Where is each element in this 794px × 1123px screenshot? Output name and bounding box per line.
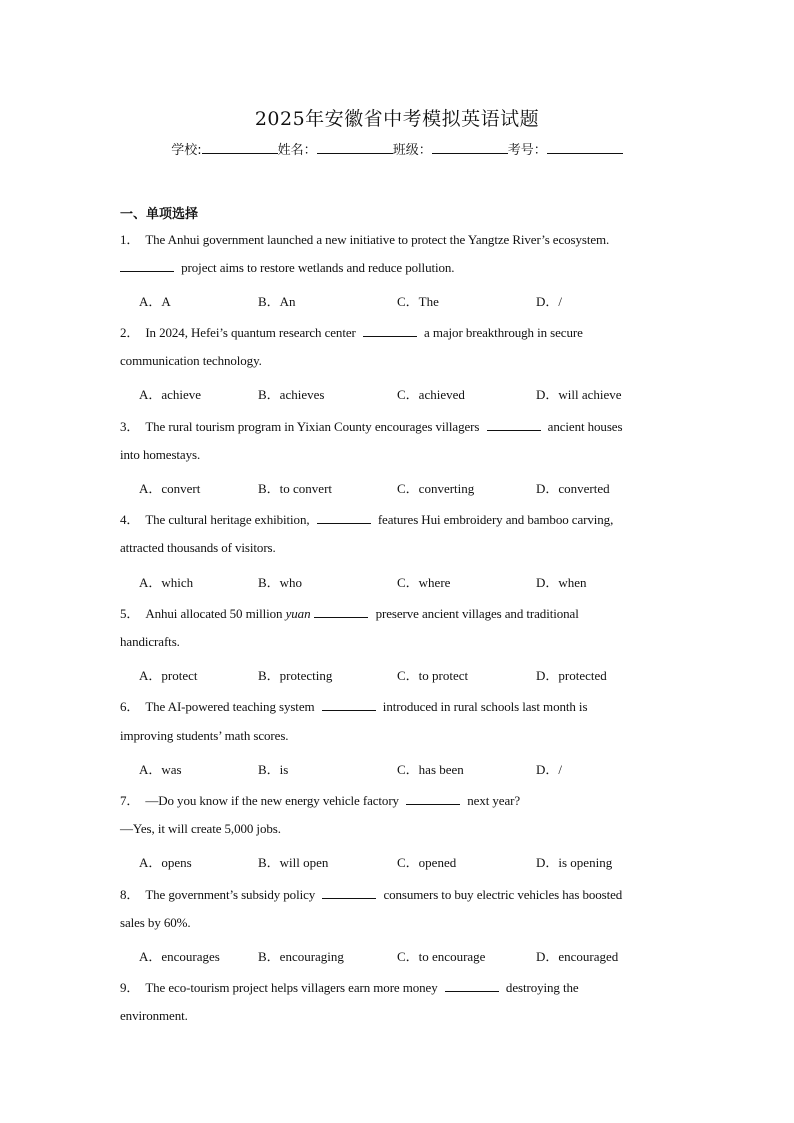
- question-text: —Do you know if the new energy vehicle factory: [145, 793, 403, 808]
- option-a[interactable]: A．protect: [139, 668, 198, 683]
- question-5-line-2: handicrafts.: [120, 634, 180, 649]
- question-text: consumers to buy electric vehicles has boosted: [380, 887, 623, 902]
- question-7-line-1: [120, 790, 520, 809]
- question-3-line-2: into homestays.: [120, 447, 201, 462]
- question-number: 3．: [120, 419, 140, 434]
- question-text: ancient houses: [544, 419, 623, 434]
- class-label: 班级：: [392, 143, 432, 158]
- student-info-line: [0, 139, 794, 158]
- option-a[interactable]: A．which: [139, 575, 194, 590]
- question-2-line-2: communication technology.: [120, 353, 262, 368]
- question-text: Anhui allocated 50 million: [145, 606, 286, 621]
- answer-blank: [314, 606, 368, 618]
- question-8-line-2: sales by 60%.: [120, 915, 191, 930]
- question-7-line-2: —Yes, it will create 5,000 jobs.: [120, 821, 281, 836]
- question-text-italic: yuan: [285, 606, 311, 621]
- question-text: a major breakthrough in secure: [420, 325, 583, 340]
- question-text: In 2024, Hefei’s quantum research center: [145, 325, 359, 340]
- question-1-line-1: [120, 229, 609, 248]
- option-a[interactable]: A．achieve: [139, 387, 202, 402]
- question-number: 1．: [120, 232, 140, 247]
- question-text: The eco-tourism project helps villagers earn more money: [145, 980, 441, 995]
- answer-blank: [406, 793, 460, 805]
- question-text: The Anhui government launched a new initiative to protect the Yangtze River’s ecosystem.: [145, 232, 610, 247]
- question-number: 5．: [120, 606, 140, 621]
- question-text: The government’s subsidy policy: [145, 887, 319, 902]
- option-b[interactable]: B．who: [258, 575, 303, 590]
- question-text: The AI-powered teaching system: [145, 699, 318, 714]
- question-text: introduced in rural schools last month is: [379, 699, 588, 714]
- option-d[interactable]: D．encouraged: [536, 949, 619, 964]
- question-text: The rural tourism program in Yixian County encourages villagers: [145, 419, 483, 434]
- option-d[interactable]: D．converted: [536, 481, 610, 496]
- option-a[interactable]: A．convert: [139, 481, 201, 496]
- option-d[interactable]: D．/: [536, 762, 563, 777]
- answer-blank: [317, 512, 371, 524]
- option-d[interactable]: D．/: [536, 294, 563, 309]
- question-4-line-2: attracted thousands of visitors.: [120, 540, 276, 555]
- question-number: 9．: [120, 980, 140, 995]
- exam-number-blank[interactable]: [547, 141, 623, 154]
- question-2-line-1: [120, 322, 583, 341]
- question-text: destroying the: [502, 980, 579, 995]
- option-c[interactable]: C．to protect: [397, 668, 469, 683]
- option-b[interactable]: B．encouraging: [258, 949, 344, 964]
- question-9-line-2: environment.: [120, 1008, 188, 1023]
- question-number: 6．: [120, 699, 140, 714]
- answer-blank: [363, 325, 417, 337]
- option-c[interactable]: C．has been: [397, 762, 464, 777]
- answer-blank: [120, 260, 174, 272]
- question-number: 4．: [120, 512, 140, 527]
- option-d[interactable]: D．protected: [536, 668, 607, 683]
- option-b[interactable]: B．is: [258, 762, 289, 777]
- option-a[interactable]: A．opens: [139, 855, 192, 870]
- option-c[interactable]: C．The: [397, 294, 439, 309]
- option-c[interactable]: C．converting: [397, 481, 475, 496]
- question-number: 7．: [120, 793, 140, 808]
- name-blank[interactable]: [317, 141, 393, 154]
- question-6-line-1: [120, 696, 587, 715]
- option-d[interactable]: D．when: [536, 575, 587, 590]
- question-8-line-1: [120, 884, 622, 903]
- answer-blank: [322, 699, 376, 711]
- question-number: 8．: [120, 887, 140, 902]
- option-b[interactable]: B．protecting: [258, 668, 333, 683]
- question-text: project aims to restore wetlands and reduce pollution.: [178, 260, 455, 275]
- question-9-line-1: [120, 977, 579, 996]
- option-b[interactable]: B．will open: [258, 855, 329, 870]
- question-text: preserve ancient villages and traditional: [372, 606, 579, 621]
- school-blank[interactable]: [202, 141, 278, 154]
- class-blank[interactable]: [432, 141, 508, 154]
- question-3-line-1: [120, 416, 622, 435]
- section-heading: 一、单项选择: [120, 207, 199, 222]
- option-c[interactable]: C．to encourage: [397, 949, 486, 964]
- page-title: 2025年安徽省中考模拟英语试题: [254, 108, 540, 130]
- option-d[interactable]: D．will achieve: [536, 387, 622, 402]
- school-label: 学校:: [171, 143, 202, 158]
- option-d[interactable]: D．is opening: [536, 855, 613, 870]
- answer-blank: [322, 887, 376, 899]
- answer-blank: [487, 419, 541, 431]
- option-c[interactable]: C．achieved: [397, 387, 465, 402]
- question-number: 2．: [120, 325, 140, 340]
- question-text: next year?: [464, 793, 521, 808]
- option-a[interactable]: A．A: [139, 294, 171, 309]
- question-text: features Hui embroidery and bamboo carving,: [374, 512, 614, 527]
- question-5-line-1: [120, 603, 579, 622]
- question-text: The cultural heritage exhibition,: [145, 512, 313, 527]
- answer-blank: [445, 980, 499, 992]
- option-a[interactable]: A．was: [139, 762, 182, 777]
- option-b[interactable]: B．achieves: [258, 387, 325, 402]
- option-b[interactable]: B．to convert: [258, 481, 333, 496]
- option-a[interactable]: A．encourages: [139, 949, 220, 964]
- question-4-line-1: [120, 509, 613, 528]
- option-c[interactable]: C．opened: [397, 855, 457, 870]
- exam-number-label: 考号：: [507, 143, 547, 158]
- option-b[interactable]: B．An: [258, 294, 296, 309]
- question-1-line-2: [120, 260, 454, 276]
- option-c[interactable]: C．where: [397, 575, 451, 590]
- name-label: 姓名：: [277, 143, 317, 158]
- question-6-line-2: improving students’ math scores.: [120, 728, 289, 743]
